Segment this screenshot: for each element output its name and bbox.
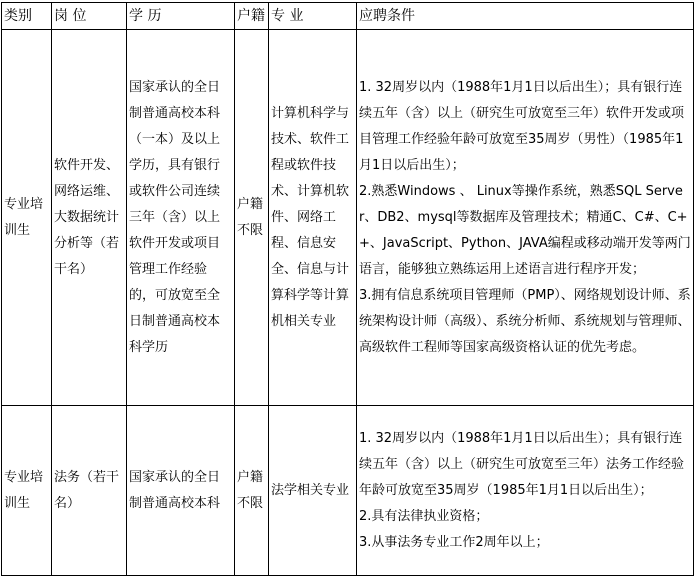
header-position: 岗 位 <box>52 3 127 30</box>
header-education: 学 历 <box>127 3 235 30</box>
cell-major: 计算机科学与技术、软件工程或软件技术、计算机软件、网络工程、信息安全、信息与计算科学等计算机相关专业 <box>269 30 357 406</box>
requirement-item: 3.拥有信息系统项目管理师（PMP）、网络规划设计师、系统架构设计师（高级）、系统分析师、系统规划与管理师、高级软件工程师等国家高级资格认证的优先考虑。 <box>359 287 691 355</box>
cell-hukou: 户籍不限 <box>235 30 269 406</box>
cell-education: 国家承认的全日制普通高校本科（一本）及以上学历，具有银行或软件公司连续三年（含）以上软件开发或项目管理工作经验的，可放宽至全日制普通高校本科学历 <box>127 30 235 406</box>
cell-hukou: 户籍不限 <box>235 406 269 576</box>
header-major: 专 业 <box>269 3 357 30</box>
table-row <box>2 30 694 406</box>
cell-major: 法学相关专业 <box>269 406 357 576</box>
header-row <box>2 3 694 30</box>
requirement-item: 3.从事法务专业工作2周年以上； <box>359 534 549 550</box>
cell-category: 专业培训生 <box>2 30 52 406</box>
requirement-item: 1. 32周岁以内（1988年1月1日以后出生）；具有银行连续五年（含）以上（研究生可放宽至三年）法务工作经验年龄可放宽至35周岁（1985年1月1日以后出生）； <box>359 430 685 498</box>
cell-education: 国家承认的全日制普通高校本科 <box>127 406 235 576</box>
cell-category: 专业培训生 <box>2 406 52 576</box>
requirement-item: 1. 32周岁以内（1988年1月1日以后出生）；具有银行连续五年（含）以上（研究生可放宽至三年）软件开发或项目管理工作经验年龄可放宽至35周岁（男性）（1985年1月1日以后出生）； <box>359 79 685 173</box>
cell-requirements <box>357 30 694 406</box>
cell-requirements <box>357 406 694 576</box>
cell-position: 软件开发、网络运维、大数据统计分析等（若干名） <box>52 30 127 406</box>
header-hukou: 户籍 <box>235 3 269 30</box>
cell-position: 法务（若干名） <box>52 406 127 576</box>
header-category: 类别 <box>2 3 52 30</box>
requirement-item: 2.具有法律执业资格； <box>359 508 489 524</box>
recruitment-table <box>1 2 694 576</box>
header-requirements: 应聘条件 <box>357 3 694 30</box>
requirement-item: 2.熟悉Windows 、 Linux等操作系统，熟悉SQL Server、DB2、mysql等数据库及管理技术；精通C、C#、C++、JavaScript、Python、JAVA编程或移动端开发等两门语言，能够独立熟练运用上述语言进行程序开发； <box>359 183 691 277</box>
table-row <box>2 406 694 576</box>
